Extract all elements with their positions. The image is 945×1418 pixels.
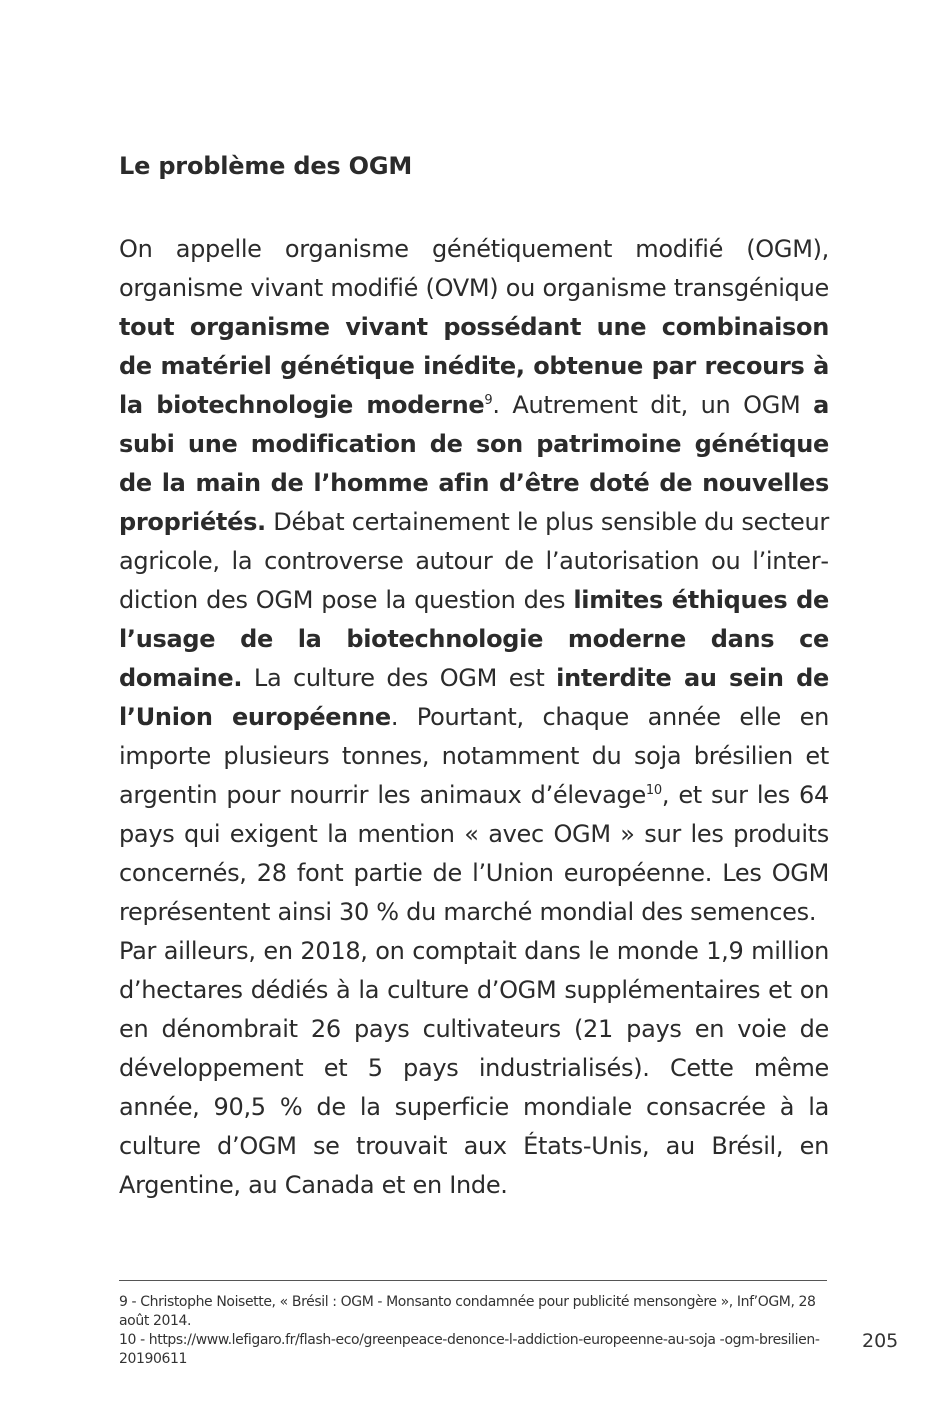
body-text: [119, 230, 829, 1205]
text-run: Débat certainement le plus sensible du secteur agricole, la controverse autour de l’autorisation ou l’interdiction des OGM pose la question des: [119, 508, 829, 614]
text-run: . Pourtant, chaque année elle en importe plusieurs tonnes, notamment du soja brésilien et argentin pour nourrir les animaux d’élevage: [119, 703, 830, 809]
footnotes: [119, 1293, 839, 1369]
bold-run: limites éthiques de l’usage de la biotechnologie moderne dans ce domaine.: [119, 586, 829, 692]
bold-run: a subi une modification de son patrimoine génétique de la main de l’homme afin d’être doté de nouvelles propriétés.: [119, 391, 829, 536]
bold-run: tout organisme vivant possédant une combinaison de matériel génétique inédite, obtenue par recours à la biotechnologie moderne: [119, 313, 829, 419]
paragraph-1: [119, 230, 829, 932]
text-run: , et sur les 64 pays qui exigent la mention « avec OGM » sur les produits concernés, 28 font partie de l’Union européenne. Les OGM représentent ainsi 30 % du marché mondial des semences.: [119, 781, 829, 926]
footnote-9: 9 - Christophe Noisette, « Brésil : OGM - Monsanto condamnée pour publicité mensongère », Inf’OGM, 28 août 2014.: [119, 1294, 816, 1329]
page-number: 205: [862, 1330, 899, 1352]
text-run: . Autrement dit, un OGM: [492, 391, 814, 419]
text-run: La culture des OGM est: [242, 664, 557, 692]
text-run: On appelle organisme génétiquement modifié (OGM), organisme vivant modifié (OVM) ou organisme transgénique: [119, 235, 829, 302]
footnote-10[interactable]: 10 - https://www.lefigaro.fr/flash-eco/greenpeace-denonce-l-addiction-europeenne-au-soja -ogm-bresilien-20190611: [119, 1332, 820, 1367]
footnote-ref-9[interactable]: 9: [484, 393, 493, 408]
paragraph-2: Par ailleurs, en 2018, on comptait dans le monde 1,9 million d’hectares dédiés à la culture d’OGM supplémentaires et on en dénombrait 26 pays cultivateurs (21 pays en voie de développement et 5 pays industrialisés). Cette même année, 90,5 % de la superficie mondiale consacrée à la culture d’OGM se trouvait aux États-Unis, au Brésil, en Argentine, au Canada et en Inde.: [119, 937, 829, 1199]
footnote-divider: [119, 1280, 827, 1281]
bold-run: interdite au sein de l’Union européenne: [119, 664, 829, 731]
section-heading: Le problème des OGM: [119, 152, 413, 180]
footnote-ref-10[interactable]: 10: [645, 783, 662, 798]
